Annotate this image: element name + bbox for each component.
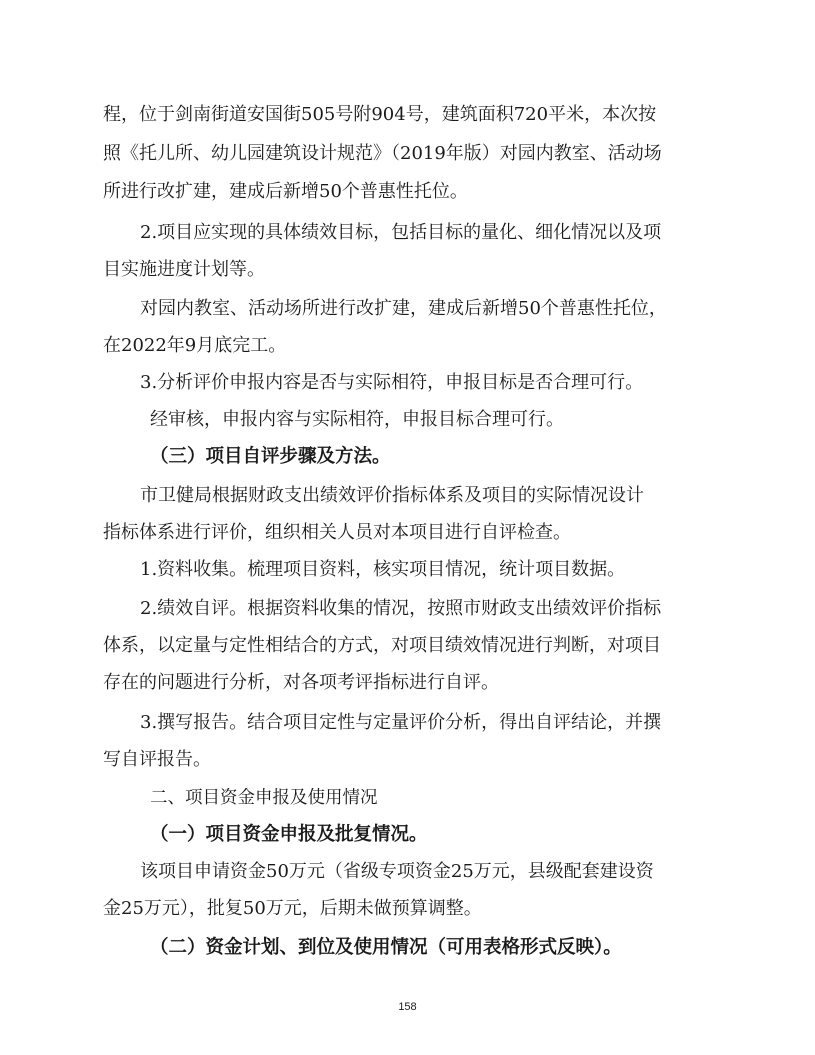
body-line: 目实施进度计划等。 (103, 259, 265, 280)
body-line: 市卫健局根据财政支出绩效评价指标体系及项目的实际情况设计 (140, 485, 644, 506)
body-line: 3.撰写报告。结合项目定性与定量评价分析，得出自评结论，并撰 (140, 712, 662, 733)
chapter-heading: 二、项目资金申报及使用情况 (150, 788, 378, 808)
body-line: 2.绩效自评。根据资料收集的情况，按照市财政支出绩效评价指标 (140, 598, 662, 619)
body-line: 照《托儿所、幼儿园建筑设计规范》（2019年版）对园内教室、活动场 (103, 143, 662, 164)
page-number: 158 (398, 1001, 417, 1013)
section-heading: （三）项目自评步骤及方法。 (150, 446, 391, 467)
body-line: 程，位于剑南街道安国街505号附904号，建筑面积720平米，本次按 (103, 104, 657, 125)
body-line: 3.分析评价申报内容是否与实际相符，申报目标是否合理可行。 (140, 372, 644, 393)
section-heading: （一）项目资金申报及批复情况。 (150, 824, 428, 845)
body-line: 对园内教室、活动场所进行改扩建，建成后新增50个普惠性托位， (140, 298, 667, 319)
section-heading: （二）资金计划、到位及使用情况（可用表格形式反映）。 (150, 937, 622, 958)
body-line: 指标体系进行评价，组织相关人员对本项目进行自评检查。 (103, 522, 571, 543)
body-line: 1.资料收集。梳理项目资料，核实项目情况，统计项目数据。 (140, 559, 626, 580)
body-line: 体系，以定量与定性相结合的方式，对项目绩效情况进行判断，对项目 (103, 635, 661, 656)
body-line: 该项目申请资金50万元（省级专项资金25万元，县级配套建设资 (140, 861, 654, 882)
body-line: 所进行改扩建，建成后新增50个普惠性托位。 (103, 181, 468, 202)
body-line: 2.项目应实现的具体绩效目标，包括目标的量化、细化情况以及项 (140, 222, 662, 243)
body-line: 写自评报告。 (103, 749, 211, 770)
body-line: 金25万元），批复50万元，后期未做预算调整。 (103, 898, 482, 919)
body-line: 经审核，申报内容与实际相符，申报目标合理可行。 (150, 409, 564, 430)
body-line: 存在的问题进行分析，对各项考评指标进行自评。 (103, 672, 499, 693)
body-line: 在2022年9月底完工。 (103, 335, 287, 356)
